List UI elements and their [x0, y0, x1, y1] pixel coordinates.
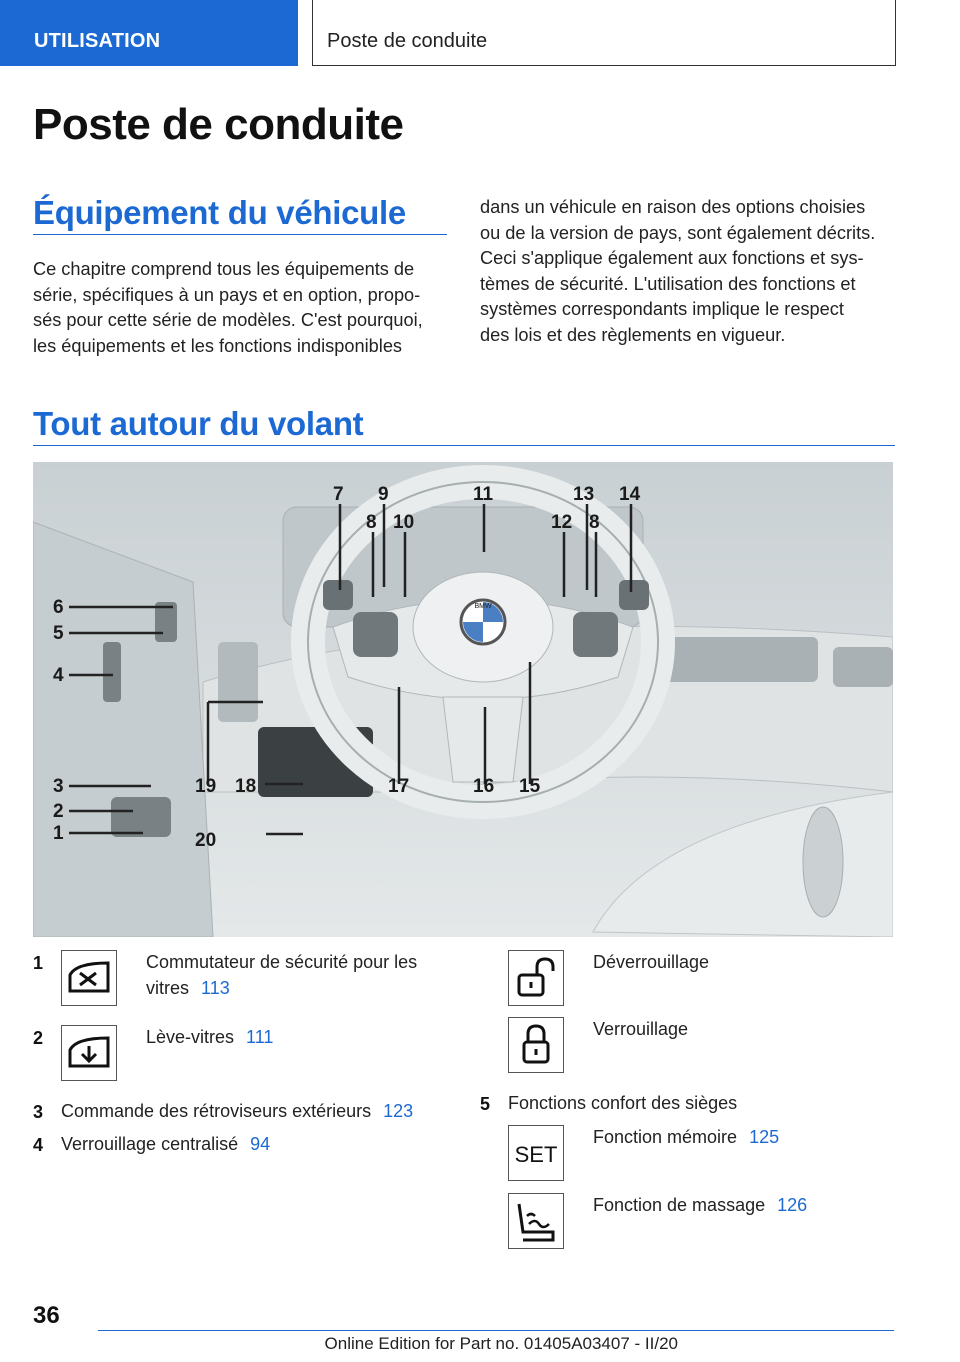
callout-13: 13	[573, 484, 595, 505]
legend-text-4: Verrouillage centralisé 94	[61, 1134, 271, 1154]
callout-19: 19	[195, 776, 217, 797]
callout-8-left: 8	[366, 512, 377, 533]
equipment-heading: Équipement du véhicule	[33, 194, 406, 231]
page-title: Poste de conduite	[33, 100, 404, 149]
callout-14: 14	[619, 484, 641, 505]
chapter-header: Poste de conduite	[312, 0, 896, 66]
legend-ref-4[interactable]: 94	[250, 1134, 271, 1154]
svg-text:SET: SET	[514, 1142, 558, 1167]
callout-3: 3	[53, 776, 64, 797]
set-memory-icon	[508, 1125, 564, 1181]
page-number: 36	[33, 1302, 60, 1329]
section-tab: UTILISATION	[0, 0, 298, 66]
legend-num-3: 3	[33, 1102, 44, 1122]
callout-12: 12	[551, 512, 573, 533]
lock-icon	[508, 1017, 564, 1073]
legend-ref-massage[interactable]: 126	[777, 1195, 808, 1215]
equipment-rule	[33, 234, 447, 235]
legend-ref-3[interactable]: 123	[383, 1101, 414, 1121]
callout-2: 2	[53, 801, 64, 822]
callout-10: 10	[393, 512, 415, 533]
legend-text-3: Commande des rétroviseurs extérieurs 123	[61, 1101, 414, 1121]
legend-num-1: 1	[33, 953, 44, 973]
bmw-badge: BMW	[474, 603, 492, 610]
unlock-icon	[508, 950, 564, 1006]
legend-ref-1[interactable]: 113	[201, 977, 230, 998]
legend-text-5: Fonctions confort des sièges	[508, 1093, 738, 1113]
legend-text-memory: Fonction mémoire 125	[593, 1127, 780, 1147]
legend-text-unlock: Déverrouillage	[593, 952, 710, 972]
callout-1: 1	[53, 823, 64, 844]
steering-heading: Tout autour du volant	[33, 405, 364, 442]
legend-num-4: 4	[33, 1135, 44, 1155]
callout-5: 5	[53, 623, 64, 644]
window-safety-switch-icon	[61, 950, 117, 1006]
seat-massage-icon	[508, 1193, 564, 1249]
legend-text-1: Commutateur de sécurité pour les vitres 113	[146, 952, 418, 998]
callout-9: 9	[378, 484, 389, 505]
cockpit-illustration	[33, 462, 893, 937]
callout-11: 11	[473, 484, 494, 505]
callout-16: 16	[473, 776, 495, 797]
power-window-icon	[61, 1025, 117, 1081]
legend-text-massage: Fonction de massage 126	[593, 1195, 808, 1215]
legend-num-2: 2	[33, 1028, 44, 1048]
legend-num-5: 5	[480, 1094, 491, 1114]
legend-text-lock: Verrouillage	[593, 1019, 689, 1039]
callout-20: 20	[195, 830, 217, 851]
callout-8-right: 8	[589, 512, 600, 533]
callout-7: 7	[333, 484, 344, 505]
steering-rule	[33, 445, 895, 446]
callout-17: 17	[388, 776, 410, 797]
callout-4: 4	[53, 665, 64, 686]
footer-rule	[98, 1330, 894, 1331]
equipment-paragraph-col1: Ce chapitre comprend tous les équipements de série, spécifiques à un pays et en option, propo- sés pour cette série de modèles. C'est pourquoi, les équipements et les fonctions indisponibles	[33, 259, 423, 356]
legend-ref-memory[interactable]: 125	[749, 1127, 780, 1147]
callout-15: 15	[519, 776, 541, 797]
callout-18: 18	[235, 776, 257, 797]
legend-ref-2[interactable]: 111	[246, 1027, 274, 1047]
edition-footer: Online Edition for Part no. 01405A03407 - II/20	[324, 1334, 678, 1353]
legend-text-2: Lève-vitres 111	[146, 1027, 274, 1047]
equipment-paragraph-col2: dans un véhicule en raison des options choisies ou de la version de pays, sont également décrits. Ceci s'applique également aux fonctions et sys- tèmes de sécurité. L'utilisation des fonctions et systèmes correspondants implique le respect des lois et des règlements en vigueur.	[480, 197, 876, 345]
callout-6: 6	[53, 597, 64, 618]
